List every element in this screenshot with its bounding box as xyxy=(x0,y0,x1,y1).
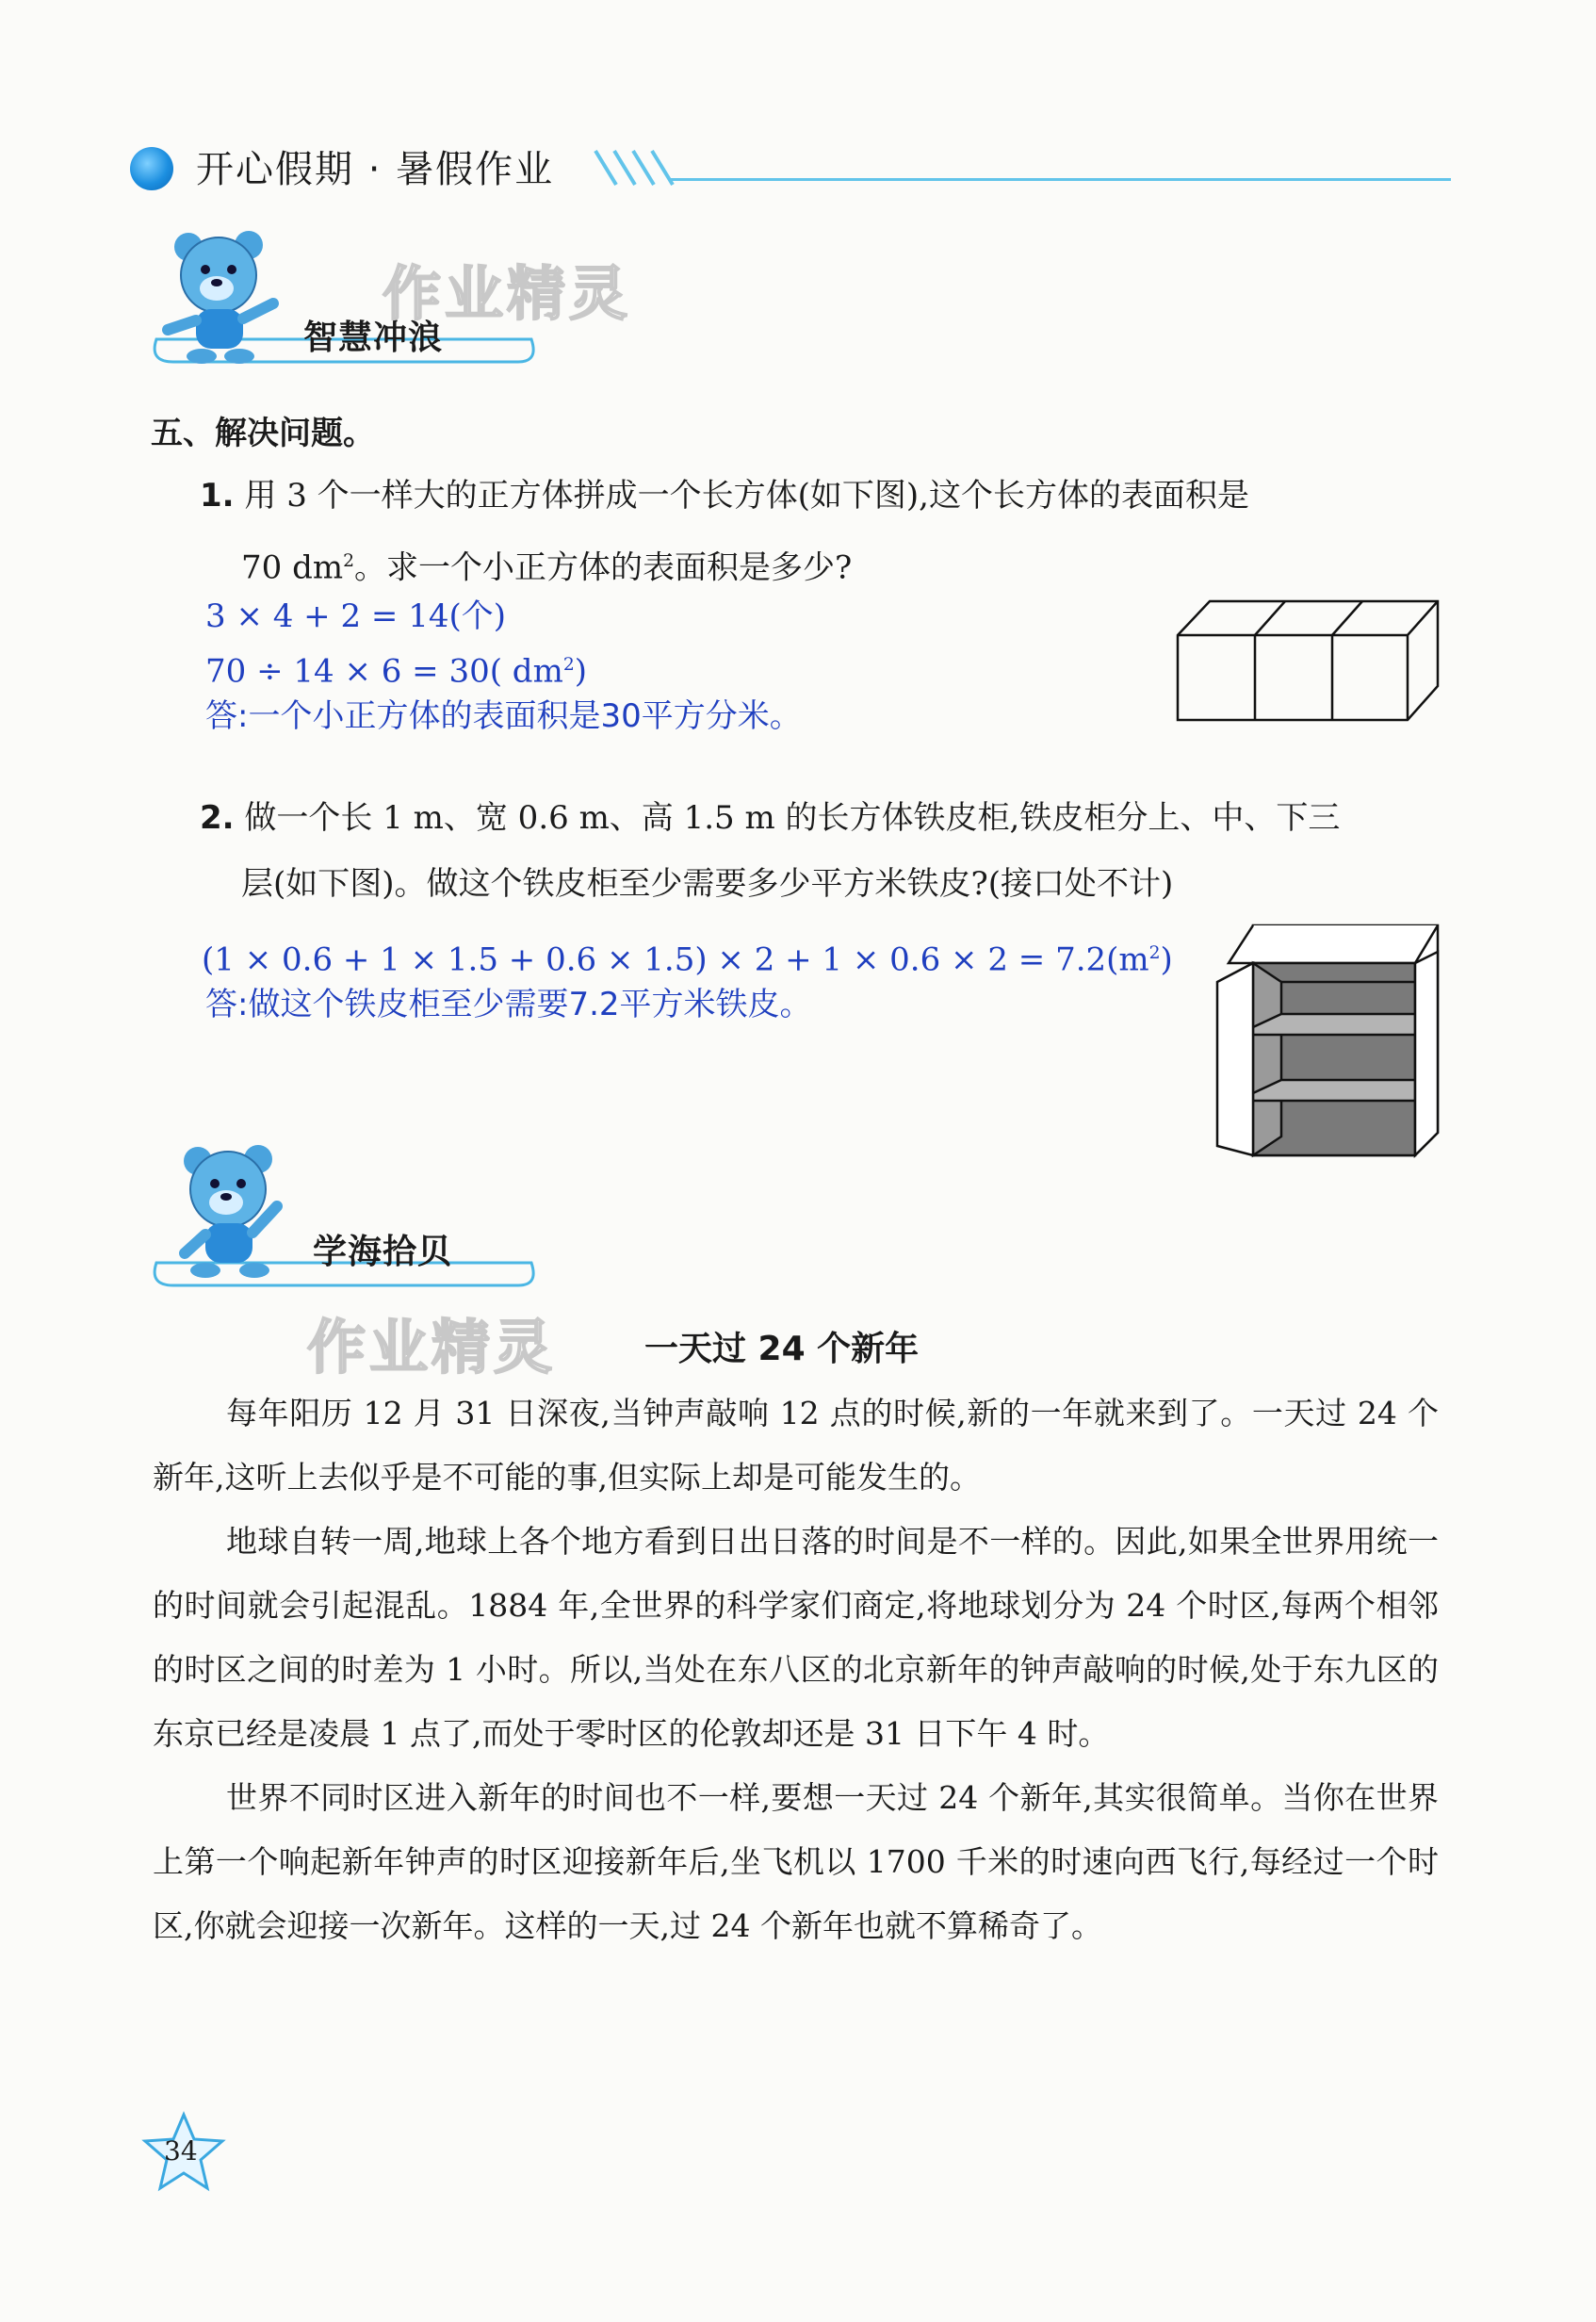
bear-mascot-icon xyxy=(158,226,290,368)
article-paragraph-2: 地球自转一周,地球上各个地方看到日出日落的时间是不一样的。因此,如果全世界用统一的时间就会引起混乱。1884 年,全世界的科学家们商定,将地球划分为 24 个时区,每两个相邻的时区之间的时差为 1 小时。所以,当处在东八区的北京新年的钟声敲响的时候,处于东九区的东京已经是凌晨 1 点了,而处于零时区的伦敦却还是 31 日下午 4 时。 xyxy=(153,1523,1439,1752)
q1-answer-step1: 3 × 4 + 2 = 14(个) xyxy=(205,597,506,635)
article-paragraph-1: 每年阳历 12 月 31 日深夜,当钟声敲响 12 点的时候,新的一年就来到了。一天过 24 个新年,这听上去似乎是不可能的事,但实际上却是可能发生的。 xyxy=(153,1395,1439,1496)
article-title: 一天过 24 个新年 xyxy=(644,1330,920,1368)
q2-line2: 层(如下图)。做这个铁皮柜至少需要多少平方米铁皮?(接口处不计) xyxy=(241,865,1174,903)
banner-label-2: 学海拾贝 xyxy=(313,1233,453,1271)
q1-line1: 用 3 个一样大的正方体拼成一个长方体(如下图),这个长方体的表面积是 xyxy=(244,477,1249,515)
watermark-1: 作业精灵 xyxy=(383,259,632,328)
q1-text-line2: 70 $dm^2$。求一个小正方体的表面积是多少? xyxy=(241,548,853,587)
q2-text-line1 xyxy=(200,799,1340,837)
page-number: 34 xyxy=(164,2135,198,2167)
q1-text-line1 xyxy=(200,477,1249,515)
q2-answer-statement: 答:做这个铁皮柜至少需要7.2平方米铁皮。 xyxy=(205,986,812,1023)
cabinet-figure xyxy=(1215,924,1441,1159)
header-title: 开心假期 · 暑假作业 xyxy=(196,148,555,191)
article-paragraph-3: 世界不同时区进入新年的时间也不一样,要想一天过 24 个新年,其实很简单。当你在世界上第一个响起新年钟声的时区迎接新年后,坐飞机以 1700 千米的时速向西飞行,每经过一个时区,你就会迎接一次新年。这样的一天,过 24 个新年也就不算稀奇了。 xyxy=(153,1779,1439,1944)
header-bullet-icon xyxy=(130,147,173,190)
bear-mascot-2-icon xyxy=(168,1140,300,1282)
cuboid-figure xyxy=(1176,597,1441,724)
q1-answer-step2: 70 ÷ 14 × 6 = 30( $dm^2$) xyxy=(205,652,587,691)
banner-label-1: 智慧冲浪 xyxy=(303,319,444,357)
article-body xyxy=(153,1382,1439,1958)
q1-answer-statement: 答:一个小正方体的表面积是30平方分米。 xyxy=(205,697,802,735)
q2-number: 2. xyxy=(200,799,235,837)
watermark-2: 作业精灵 xyxy=(307,1313,557,1382)
q1-number: 1. xyxy=(200,477,235,515)
section-heading: 五、解决问题。 xyxy=(151,415,375,452)
header-rule xyxy=(669,178,1451,181)
q2-answer-expression: $(1 \times 0.6 + 1 \times 1.5 + 0.6 \times 1.5) \times 2 + 1 \times 0.6 \times 2 = 7.2(m^2)$ xyxy=(202,940,1173,979)
header-slashes-icon xyxy=(592,143,676,190)
q2-line1: 做一个长 1 m、宽 0.6 m、高 1.5 m 的长方体铁皮柜,铁皮柜分上、中、下三 xyxy=(244,799,1341,837)
